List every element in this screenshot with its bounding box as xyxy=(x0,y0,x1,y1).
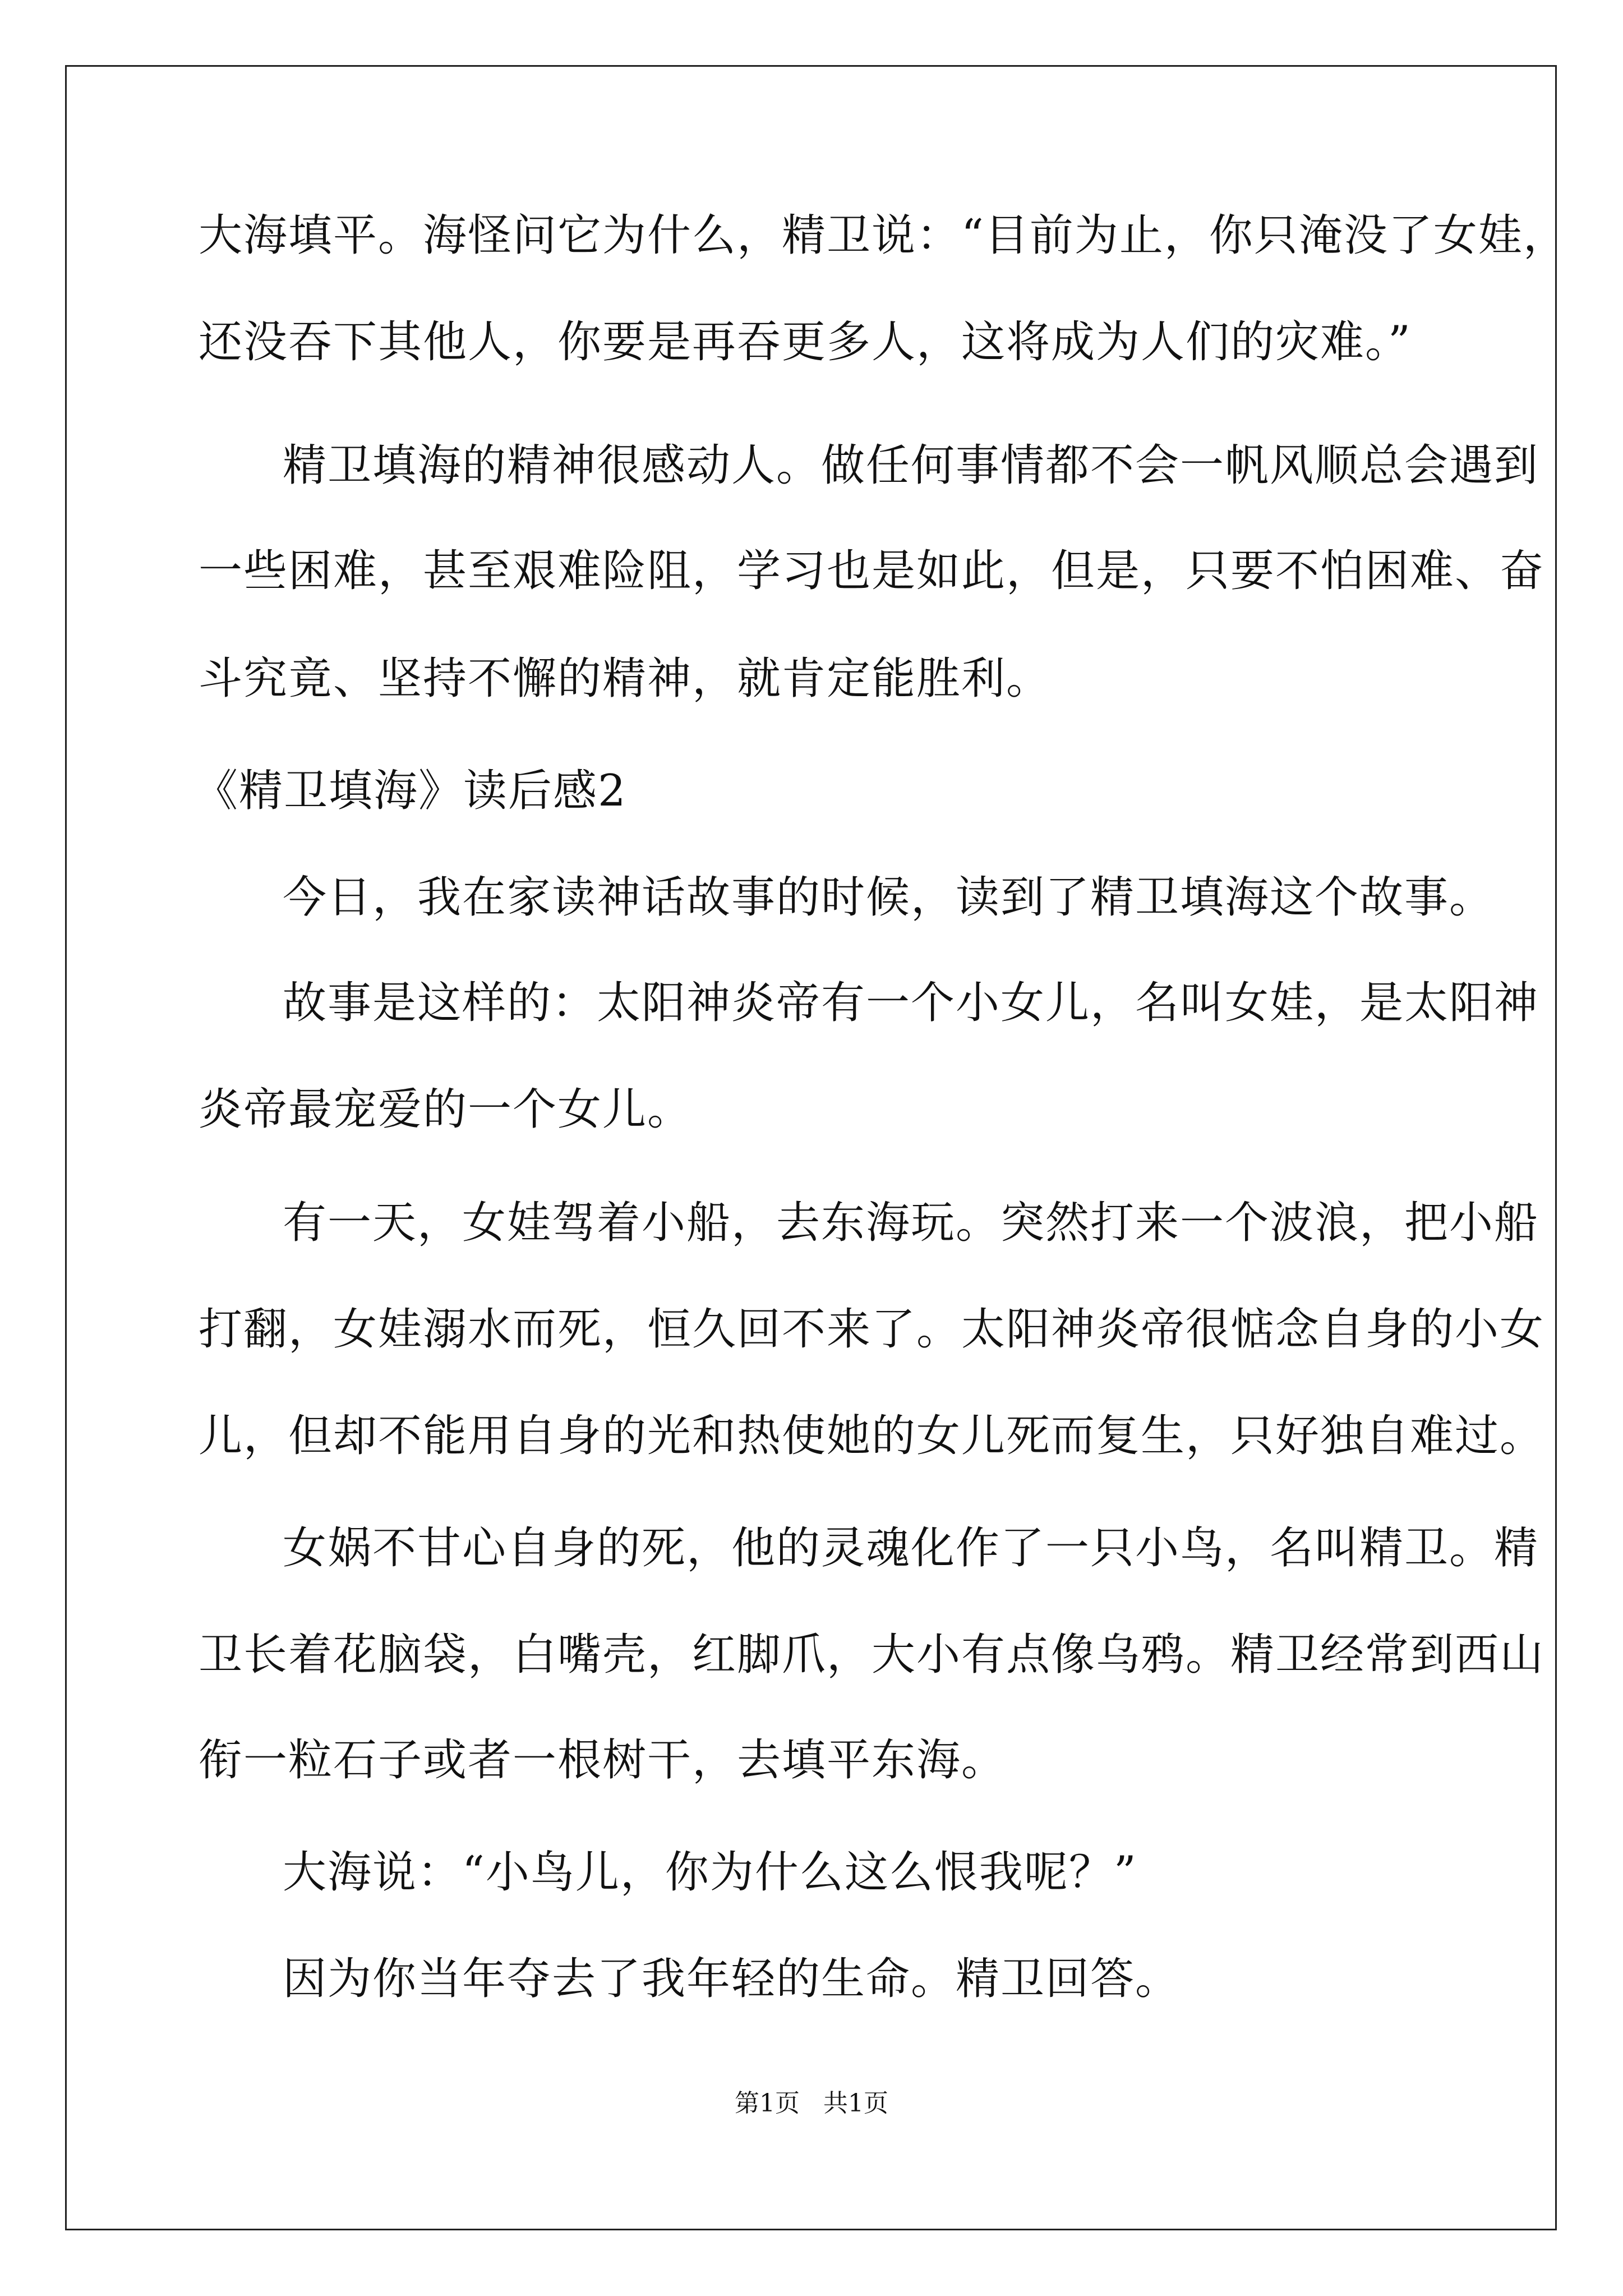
text-line: 今日，我在家读神话故事的时候，读到了精卫填海这个故事。 xyxy=(283,872,1495,923)
text-line: 斗究竟、坚持不懈的精神，就肯定能胜利。 xyxy=(199,654,1052,704)
text-line: 女娲不甘心自身的死，他的灵魂化作了一只小鸟，名叫精卫。精 xyxy=(283,1523,1539,1573)
text-line: 衔一粒石子或者一根树干，去填平东海。 xyxy=(199,1735,1007,1786)
page-border xyxy=(65,65,1557,2230)
text-line: 儿，但却不能用自身的光和热使她的女儿死而复生，只好独自难过。 xyxy=(199,1411,1545,1461)
text-line: 卫长着花脑袋，白嘴壳，红脚爪，大小有点像乌鸦。精卫经常到西山 xyxy=(199,1630,1545,1680)
text-line: 还没吞下其他人，你要是再吞更多人，这将成为人们的灾难。” xyxy=(199,317,1412,367)
text-line: 因为你当年夺去了我年轻的生命。精卫回答。 xyxy=(283,1954,1181,2004)
text-line: 炎帝最宠爱的一个女儿。 xyxy=(199,1084,693,1135)
text-line: 打翻，女娃溺水而死，恒久回不来了。太阳神炎帝很惦念自身的小女 xyxy=(199,1304,1545,1355)
text-line: 有一天，女娃驾着小船，去东海玩。突然打来一个波浪，把小船 xyxy=(283,1198,1539,1248)
text-line: 大海填平。海怪问它为什么，精卫说：“目前为止，你只淹没了女娃， xyxy=(199,210,1568,261)
text-line: 大海说：“小鸟儿，你为什么这么恨我呢？” xyxy=(283,1847,1137,1898)
text-line: 精卫填海的精神很感动人。做任何事情都不会一帆风顺总会遇到 xyxy=(283,440,1539,491)
section-heading: 《精卫填海》读后感2 xyxy=(194,766,627,816)
text-line: 故事是这样的：太阳神炎帝有一个小女儿，名叫女娃，是太阳神 xyxy=(283,978,1539,1028)
page-footer: 第1页 共1页 xyxy=(735,2089,888,2118)
text-line: 一些困难，甚至艰难险阻，学习也是如此，但是，只要不怕困难、奋 xyxy=(199,546,1545,596)
